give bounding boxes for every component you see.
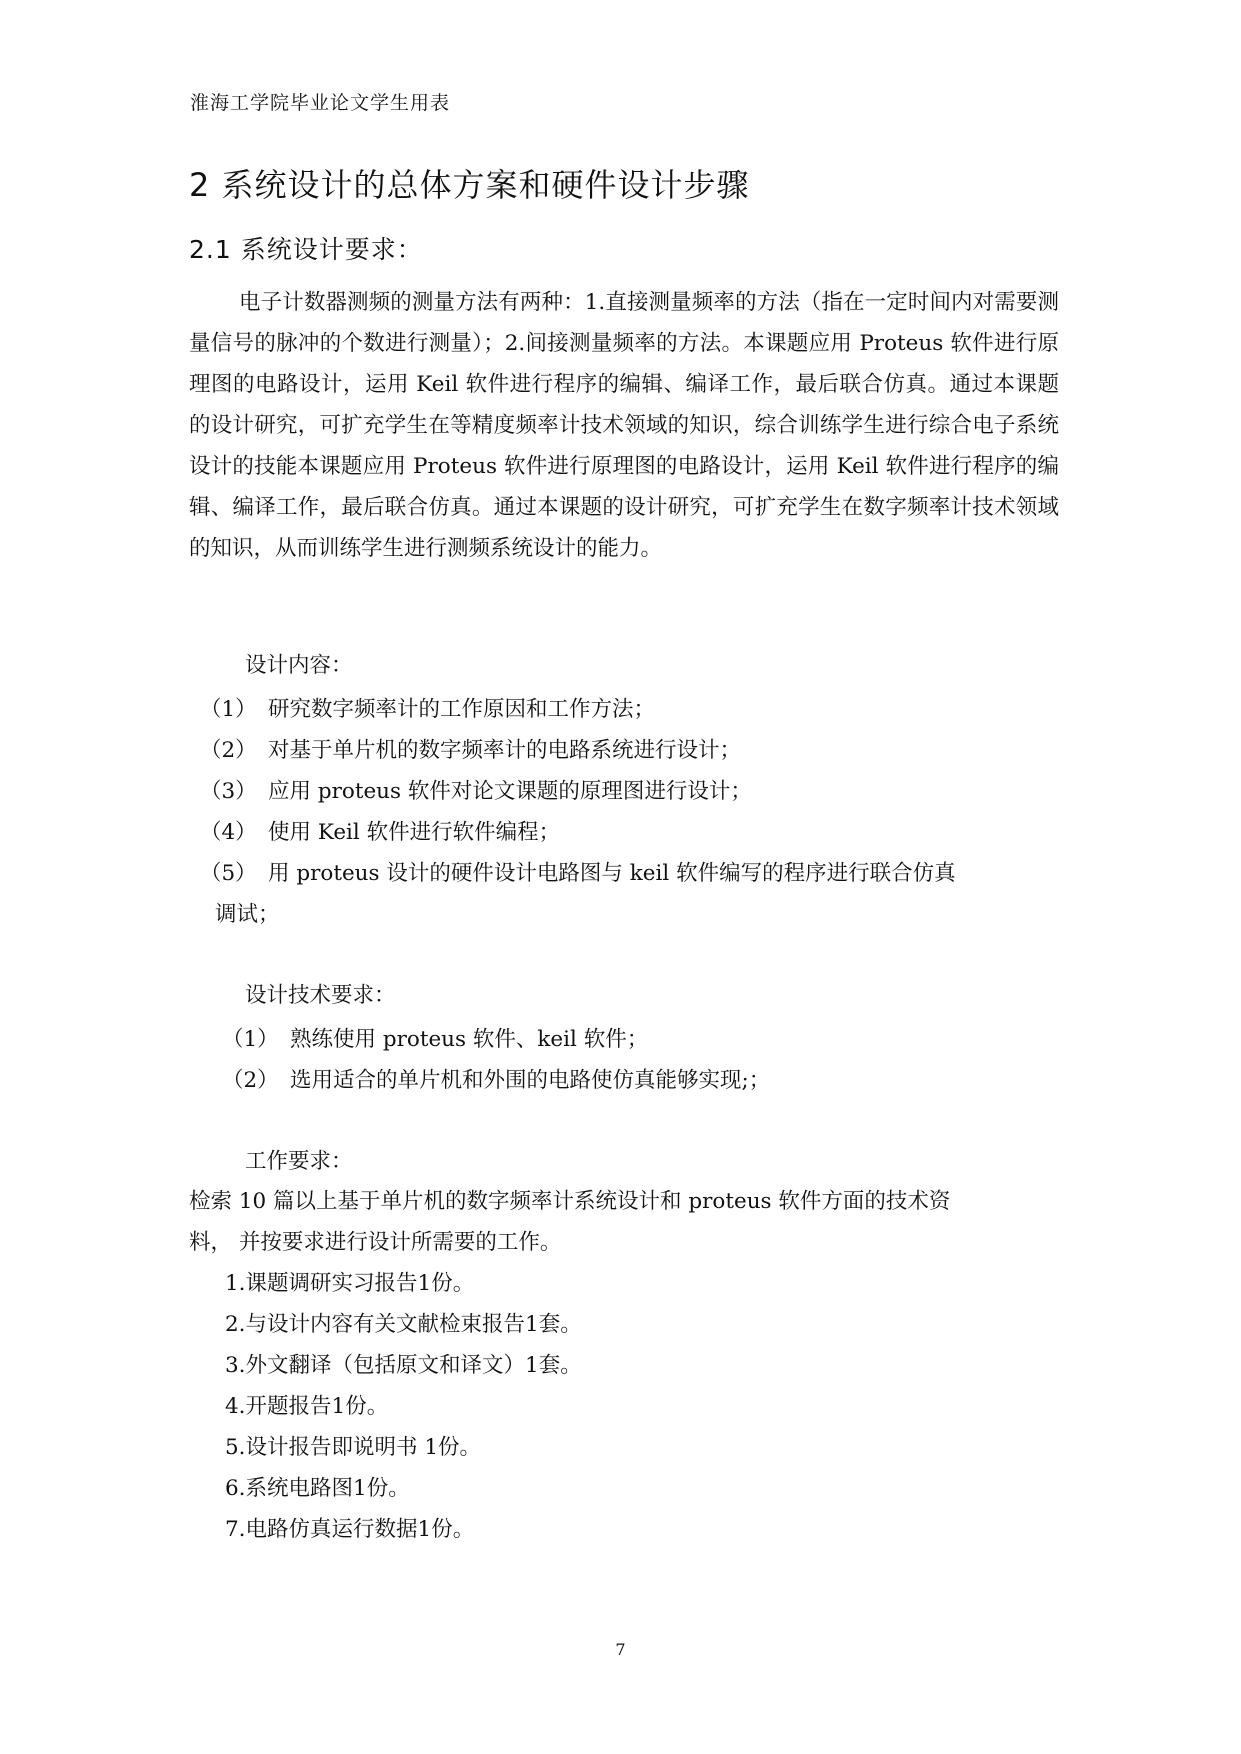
work-list-item: 5.设计报告即说明书 1份。 bbox=[225, 1435, 482, 1460]
tech-item-text: 选用适合的单片机和外围的电路使仿真能够实现;； bbox=[290, 1068, 771, 1093]
design-item-number: （1） bbox=[200, 697, 257, 722]
work-requirements-label: 工作要求： bbox=[245, 1149, 353, 1174]
design-item-number: （5） bbox=[200, 861, 257, 886]
work-list-item: 6.系统电路图1份。 bbox=[225, 1476, 410, 1501]
page-header: 淮海工学院毕业论文学生用表 bbox=[190, 92, 451, 114]
design-item-text: 研究数字频率计的工作原因和工作方法； bbox=[268, 697, 656, 722]
work-list-item: 2.与设计内容有关文献检束报告1套。 bbox=[225, 1312, 582, 1337]
design-content-label: 设计内容： bbox=[245, 653, 353, 678]
design-item-text: 用 proteus 设计的硬件设计电路图与 keil 软件编写的程序进行联合仿真 bbox=[268, 861, 956, 886]
design-item-number: （3） bbox=[200, 779, 257, 804]
tech-item-number: （2） bbox=[222, 1068, 279, 1093]
page-number: 7 bbox=[615, 1640, 626, 1659]
design-item-text: 应用 proteus 软件对论文课题的原理图进行设计； bbox=[268, 779, 752, 804]
intro-paragraph: 电子计数器测频的测量方法有两种：1.直接测量频率的方法（指在一定时间内对需要测量信号的脉冲的个数进行测量）；2.间接测量频率的方法。本课题应用 Proteus 软件进行原理图的电路设计，运用 Keil 软件进行程序的编辑、编译工作，最后联合仿真。通过本课题的设计研究，可扩充学生在等精度频率计技术领域的知识，综合训练学生进行综合电子系统设计的技能本课题应用 Proteus 软件进行原理图的电路设计，运用 Keil 软件进行程序的编辑、编译工作，最后联合仿真。通过本课题的设计研究，可扩充学生在数字频率计技术领域的知识，从而训练学生进行测频系统设计的能力。 bbox=[189, 290, 1059, 561]
design-item-text: 对基于单片机的数字频率计的电路系统进行设计； bbox=[268, 738, 742, 763]
work-list-item: 7.电路仿真运行数据1份。 bbox=[225, 1517, 475, 1542]
section-title: 2 系统设计的总体方案和硬件设计步骤 bbox=[189, 166, 750, 204]
work-requirements-paragraph: 料， 并按要求进行设计所需要的工作。 bbox=[189, 1230, 562, 1255]
tech-requirements-label: 设计技术要求： bbox=[245, 983, 396, 1008]
tech-item-text: 熟练使用 proteus 软件、keil 软件； bbox=[290, 1027, 649, 1052]
work-requirements-paragraph: 检索 10 篇以上基于单片机的数字频率计系统设计和 proteus 软件方面的技术资 bbox=[189, 1189, 951, 1214]
design-item-text: 使用 Keil 软件进行软件编程； bbox=[268, 820, 561, 845]
subsection-title: 2.1 系统设计要求： bbox=[189, 235, 423, 264]
design-item-continuation: 调试； bbox=[215, 902, 280, 927]
work-list-item: 3.外文翻译（包括原文和译文）1套。 bbox=[225, 1353, 582, 1378]
design-item-number: （2） bbox=[200, 738, 257, 763]
work-list-item: 4.开题报告1份。 bbox=[225, 1394, 389, 1419]
work-list-item: 1.课题调研实习报告1份。 bbox=[225, 1271, 475, 1296]
tech-item-number: （1） bbox=[222, 1027, 279, 1052]
design-item-number: （4） bbox=[200, 820, 257, 845]
